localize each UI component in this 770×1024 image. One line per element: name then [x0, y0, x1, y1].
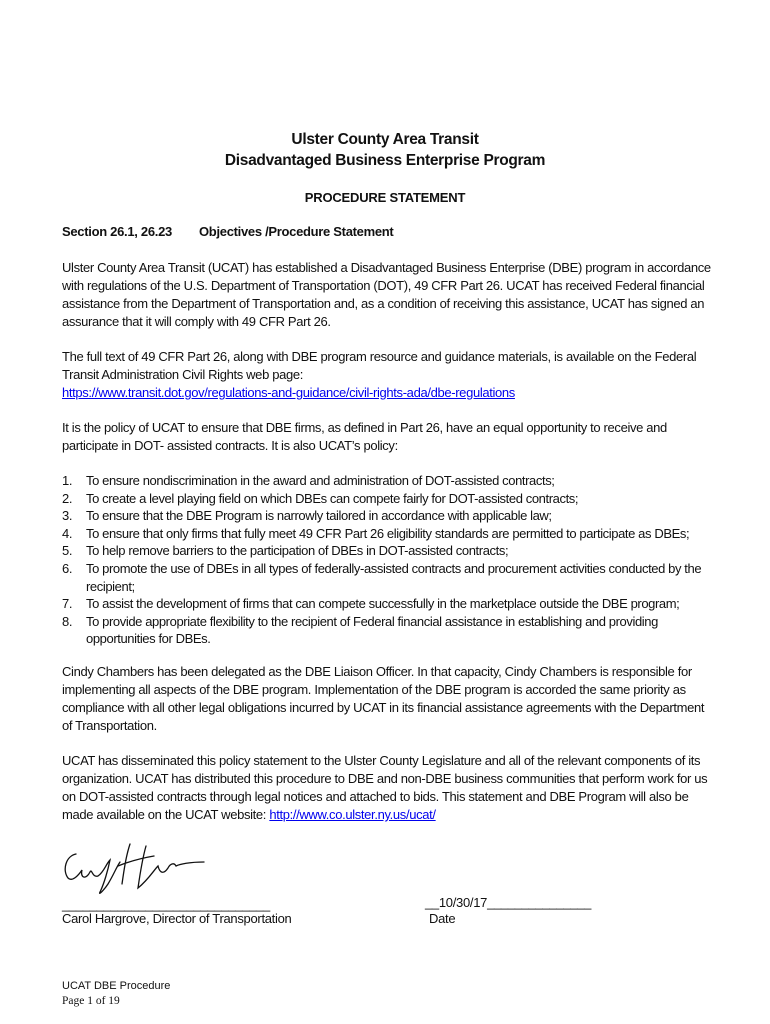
list-item-number: 5. — [62, 543, 73, 559]
list-item-number: 3. — [62, 508, 73, 524]
paragraph-cfr-resources — [62, 348, 712, 402]
list-item — [62, 613, 722, 648]
signature-line: ______________________________ — [62, 897, 270, 912]
list-item — [62, 472, 722, 490]
paragraph-policy-intro: It is the policy of UCAT to ensure that DBE firms, as defined in Part 26, have an equal opportunity to receive and participate in DOT- assisted contracts. It is also UCAT’s policy: — [62, 420, 667, 453]
ucat-website-link[interactable]: http://www.co.ulster.ny.us/ucat/ — [269, 807, 436, 822]
list-item-number: 1. — [62, 473, 73, 488]
list-item-text: To ensure that the DBE Program is narrowly tailored in accordance with applicable law; — [86, 508, 552, 524]
policy-list — [62, 472, 722, 648]
document-title-line1: Ulster County Area Transit — [291, 131, 479, 148]
section-title: Objectives /Procedure Statement — [199, 224, 394, 239]
list-item — [62, 542, 722, 560]
list-item-text: To ensure nondiscrimination in the award and administration of DOT-assisted contracts; — [86, 473, 555, 488]
list-item-text: To help remove barriers to the participation of DBEs in DOT-assisted contracts; — [86, 543, 509, 559]
cfr-resources-text: The full text of 49 CFR Part 26, along with DBE program resource and guidance materials, is available on the Federal Transit Administration Civil Rights web page: — [62, 349, 697, 382]
footer-document-name: UCAT DBE Procedure — [62, 980, 171, 992]
list-item-number: 6. — [62, 560, 73, 576]
handwritten-signature-icon — [58, 840, 208, 900]
section-number: Section 26.1, 26.23 — [62, 224, 172, 239]
list-item-text: To ensure that only firms that fully meet 49 CFR Part 26 eligibility standards are permitted to participate as DBEs; — [86, 525, 690, 541]
paragraph-liaison-officer: Cindy Chambers has been delegated as the DBE Liaison Officer. In that capacity, Cindy Chambers is responsible for implementing all aspects of the DBE program. Implementation of the DBE program is accorded the same priority as compliance with all other legal obligations incurred by UCAT in its financial assistance agreements with the Department of Transportation. — [62, 664, 705, 733]
dissemination-text: UCAT has disseminated this policy statement to the Ulster County Legislature and all of the relevant components of its organization. UCAT has distributed this procedure to DBE and non-DBE business communities that perform work for us on DOT-assisted contracts through legal notices and attached to bids. This statement and DBE Program will also be made available on the UCAT website: — [62, 753, 708, 822]
list-item — [62, 525, 722, 543]
paragraph-dissemination — [62, 752, 712, 824]
list-item-text: To promote the use of DBEs in all types of federally-assisted contracts and procurement activities conducted by the recipient; — [86, 560, 702, 594]
list-item — [62, 595, 722, 613]
footer-page-number: Page 1 of 19 — [62, 995, 120, 1007]
list-item-number: 7. — [62, 596, 73, 612]
list-item-text: To provide appropriate flexibility to the recipient of Federal financial assistance in establishing and providing opportunities for DBEs. — [86, 613, 658, 647]
list-item-text: To create a level playing field on which DBEs can compete fairly for DOT-assisted contracts; — [86, 490, 579, 506]
date-value: __10/30/17_______________ — [425, 895, 592, 910]
list-item — [62, 507, 722, 525]
date-label: Date — [429, 911, 456, 926]
list-item — [62, 490, 722, 508]
list-item-text: To assist the development of firms that can compete successfully in the marketplace outside the DBE program; — [86, 596, 680, 612]
list-item-number: 2. — [62, 490, 73, 506]
signatory-name: Carol Hargrove, Director of Transportation — [62, 911, 292, 926]
document-title-line2: Disadvantaged Business Enterprise Program — [224, 152, 546, 169]
paragraph-program-overview: Ulster County Area Transit (UCAT) has established a Disadvantaged Business Enterprise (DBE) program in accordance with regulations of the U.S. Department of Transportation (DOT), 49 CFR Part 26. UCAT has received Federal financial assistance from the Department of Transportation and, as a condition of receiving this assistance, UCAT has signed an assurance that it will comply with 49 CFR Part 26. — [62, 260, 711, 329]
ftA-dbe-regulations-link[interactable]: https://www.transit.dot.gov/regulations-and-guidance/civil-rights-ada/dbe-regulations — [62, 385, 515, 400]
list-item-number: 4. — [62, 525, 73, 541]
list-item-number: 8. — [62, 613, 73, 629]
procedure-heading: PROCEDURE STATEMENT — [304, 190, 466, 205]
list-item — [62, 560, 722, 595]
